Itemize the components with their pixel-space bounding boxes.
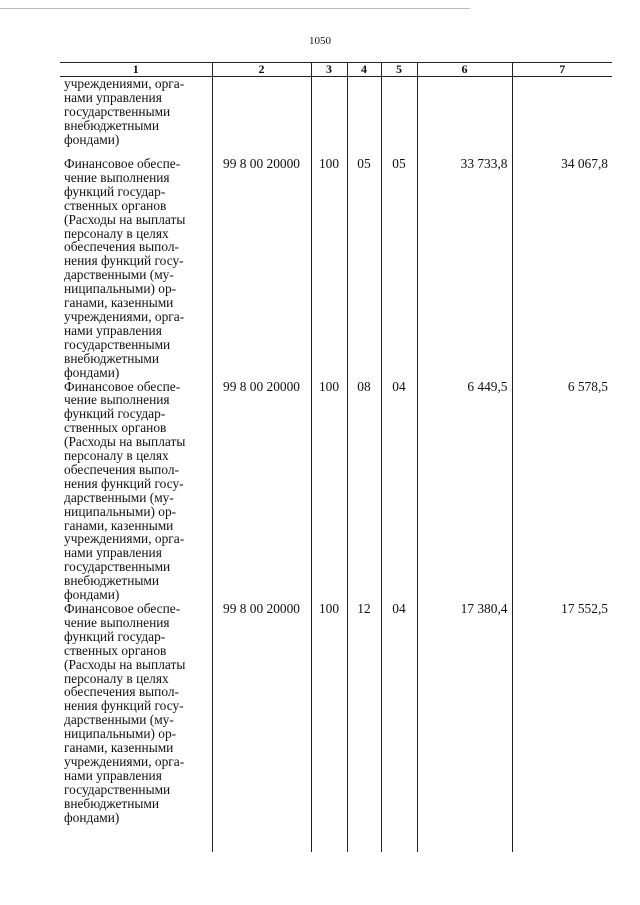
description-line: нами управления	[64, 545, 162, 561]
description-line: персоналу в целях	[64, 225, 169, 241]
description-line: нения функций госу-	[64, 253, 184, 269]
description-line: ганами, казенными	[64, 295, 174, 311]
description-line: учреждениями, орга-	[64, 308, 185, 324]
subsection-code: 05	[381, 157, 417, 380]
expense-type-code: 100	[311, 157, 347, 380]
description-line: нения функций госу-	[64, 698, 184, 714]
description-line: государственными	[64, 781, 171, 797]
table-row	[60, 77, 612, 158]
description-line: дарственными (му-	[64, 267, 174, 283]
target-article-code: 99 8 00 20000	[212, 380, 311, 603]
subsection-code: 04	[381, 380, 417, 603]
description-line: функций государ-	[64, 628, 166, 644]
header-col-2: 2	[212, 63, 311, 77]
description-line: ниципальными) ор-	[64, 281, 177, 297]
header-col-3: 3	[311, 63, 347, 77]
description-line: фондами)	[64, 131, 120, 147]
header-col-5: 5	[381, 63, 417, 77]
table-row	[60, 380, 612, 603]
description-line: Финансовое обеспе-	[64, 601, 181, 616]
description-line: внебюджетными	[64, 795, 160, 811]
header-col-4: 4	[347, 63, 381, 77]
description-line: обеспечения выпол-	[64, 684, 179, 700]
amount-year-1	[417, 77, 512, 158]
description-line: ственных органов	[64, 420, 167, 436]
description-line: дарственными (му-	[64, 712, 174, 728]
section-code: 08	[347, 380, 381, 603]
description-line: (Расходы на выплаты	[64, 211, 186, 227]
target-article-code: 99 8 00 20000	[212, 157, 311, 380]
budget-table-sheet	[60, 62, 612, 837]
description-line: фондами)	[64, 587, 120, 603]
target-article-code	[212, 77, 311, 158]
description-line: ганами, казенными	[64, 740, 174, 756]
description-line: ственных органов	[64, 197, 167, 213]
description-line: функций государ-	[64, 406, 166, 422]
description-line: (Расходы на выплаты	[64, 434, 186, 450]
expense-description	[60, 157, 212, 380]
expense-description	[60, 602, 212, 852]
amount-year-1: 6 449,5	[417, 380, 512, 603]
table-row	[60, 602, 612, 852]
description-line: чение выполнения	[64, 169, 170, 185]
amount-year-1: 17 380,4	[417, 602, 512, 852]
section-code: 12	[347, 602, 381, 852]
description-line: внебюджетными	[64, 117, 160, 133]
expense-type-code: 100	[311, 380, 347, 603]
description-line: нами управления	[64, 322, 162, 338]
description-line: функций государ-	[64, 183, 166, 199]
description-line: нами управления	[64, 767, 162, 783]
description-line: учреждениями, орга-	[64, 531, 185, 547]
amount-year-2	[512, 77, 612, 158]
subsection-code: 04	[381, 602, 417, 852]
description-line: внебюджетными	[64, 350, 160, 366]
description-line: Финансовое обеспе-	[64, 156, 181, 171]
expense-description	[60, 380, 212, 603]
description-line: учреждениями, орга-	[64, 753, 185, 769]
description-line: обеспечения выпол-	[64, 461, 179, 477]
page-number: 1050	[309, 35, 331, 47]
expense-description	[60, 77, 212, 158]
header-col-1: 1	[60, 63, 212, 77]
budget-table	[60, 62, 612, 852]
description-line: ганами, казенными	[64, 517, 174, 533]
description-line: учреждениями, орга-	[64, 76, 185, 91]
description-line: персоналу в целях	[64, 448, 169, 464]
section-code: 05	[347, 157, 381, 380]
amount-year-2: 17 552,5	[561, 601, 608, 616]
description-line: государственными	[64, 559, 171, 575]
target-article-code: 99 8 00 20000	[212, 602, 311, 852]
description-line: Финансовое обеспе-	[64, 378, 181, 394]
description-line: государственными	[64, 336, 171, 352]
description-line: обеспечения выпол-	[64, 239, 179, 255]
description-line: чение выполнения	[64, 614, 170, 630]
description-line: нения функций госу-	[64, 475, 184, 491]
description-line: внебюджетными	[64, 573, 160, 589]
description-line: фондами)	[64, 809, 120, 825]
description-line: фондами)	[64, 364, 120, 380]
expense-type-code	[311, 77, 347, 158]
description-line: ниципальными) ор-	[64, 503, 177, 519]
description-line: персоналу в целях	[64, 670, 169, 686]
description-line: государственными	[64, 103, 171, 119]
header-col-7: 7	[512, 63, 612, 77]
top-scan-rule	[0, 8, 470, 9]
description-line: дарственными (му-	[64, 489, 174, 505]
expense-type-code: 100	[311, 602, 347, 852]
header-row	[60, 63, 612, 77]
description-line: (Расходы на выплаты	[64, 656, 186, 672]
amount-year-2: 34 067,8	[561, 156, 608, 171]
table-row	[60, 157, 612, 380]
description-line: ниципальными) ор-	[64, 726, 177, 742]
description-line: ственных органов	[64, 642, 167, 658]
section-code	[347, 77, 381, 158]
description-line: чение выполнения	[64, 392, 170, 408]
description-line: нами управления	[64, 89, 162, 105]
amount-year-2: 6 578,5	[567, 378, 608, 394]
amount-year-1: 33 733,8	[417, 157, 512, 380]
header-col-6: 6	[417, 63, 512, 77]
subsection-code	[381, 77, 417, 158]
